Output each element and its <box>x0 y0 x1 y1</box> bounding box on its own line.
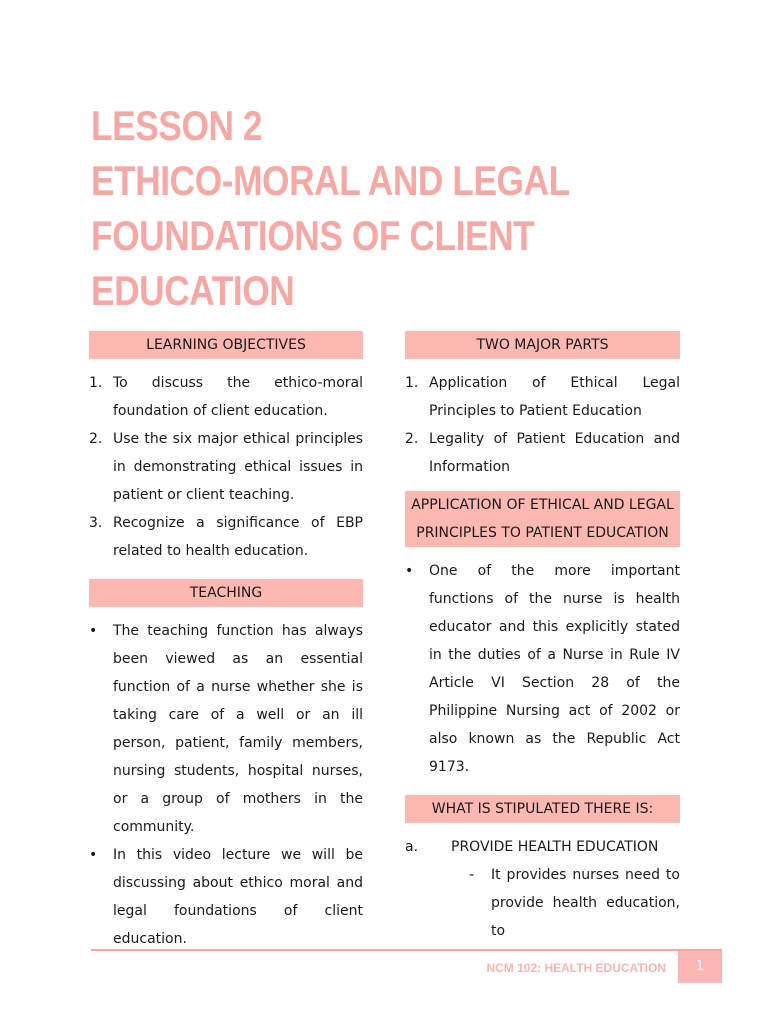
teaching-header: TEACHING <box>89 579 363 607</box>
title-line-1: LESSON 2 <box>91 102 263 149</box>
list-item-text: In this video lecture we will be discussing about ethico moral and legal foundations of client education. <box>113 847 363 947</box>
list-item <box>89 425 363 509</box>
list-item-text: Application of Ethical Legal Principles to Patient Education <box>429 375 680 419</box>
learning-objectives-list <box>89 369 363 565</box>
stipulated-content <box>405 833 680 945</box>
teaching-list <box>89 617 363 953</box>
two-major-parts-header: TWO MAJOR PARTS <box>405 331 680 359</box>
bullet-marker: • <box>89 847 98 863</box>
dash-item-text: It provides nurses need to provide health education, to <box>491 867 680 939</box>
list-item <box>405 425 680 481</box>
list-item <box>89 617 363 841</box>
sub-item <box>405 833 680 861</box>
lesson-title <box>91 98 595 318</box>
list-marker: 1. <box>89 375 103 391</box>
list-item-text: The teaching function has always been viewed as an essential function of a nurse whether she is taking care of a well or an ill person, patient, family members, nursing students, hospital nurses, or a group of mothers in the community. <box>113 623 363 835</box>
list-item <box>405 557 680 781</box>
list-marker: 1. <box>405 375 419 391</box>
bullet-marker: • <box>89 623 98 639</box>
list-item <box>89 509 363 565</box>
list-item <box>89 369 363 425</box>
list-item-text: Use the six major ethical principles in demonstrating ethical issues in patient or client teaching. <box>113 431 363 503</box>
list-item-text: Recognize a significance of EBP related to health education. <box>113 515 363 559</box>
list-marker: 3. <box>89 515 103 531</box>
dash-item <box>405 861 680 945</box>
list-marker: 2. <box>89 431 103 447</box>
list-item-text: One of the more important functions of the nurse is health educator and this explicitly stated in the duties of a Nurse in Rule IV Article VI Section 28 of the Philippine Nursing act of 2002 or also known as the Republic Act 9173. <box>429 563 680 775</box>
footer-divider <box>91 949 722 951</box>
list-item-text: To discuss the ethico-moral foundation of client education. <box>113 375 363 419</box>
learning-objectives-header: LEARNING OBJECTIVES <box>89 331 363 359</box>
list-item <box>89 841 363 953</box>
two-major-parts-list <box>405 369 680 481</box>
footer-course-label: NCM 102: HEALTH EDUCATION <box>486 961 666 975</box>
list-item-text: Legality of Patient Education and Information <box>429 431 680 475</box>
stipulated-header: WHAT IS STIPULATED THERE IS: <box>405 795 680 823</box>
sub-item-marker: a. <box>405 839 419 855</box>
dash-marker: - <box>469 867 475 883</box>
right-column <box>405 331 680 945</box>
page-number: 1 <box>678 951 722 983</box>
title-line-2: ETHICO-MORAL AND LEGAL <box>91 157 570 204</box>
list-marker: 2. <box>405 431 419 447</box>
application-header: APPLICATION OF ETHICAL AND LEGAL PRINCIPLES TO PATIENT EDUCATION <box>405 491 680 547</box>
left-column <box>89 331 363 953</box>
list-item <box>405 369 680 425</box>
application-list <box>405 557 680 781</box>
bullet-marker: • <box>405 563 414 579</box>
title-line-3: FOUNDATIONS OF CLIENT <box>91 212 535 259</box>
sub-item-text: PROVIDE HEALTH EDUCATION <box>451 839 659 855</box>
title-line-4: EDUCATION <box>91 267 295 314</box>
